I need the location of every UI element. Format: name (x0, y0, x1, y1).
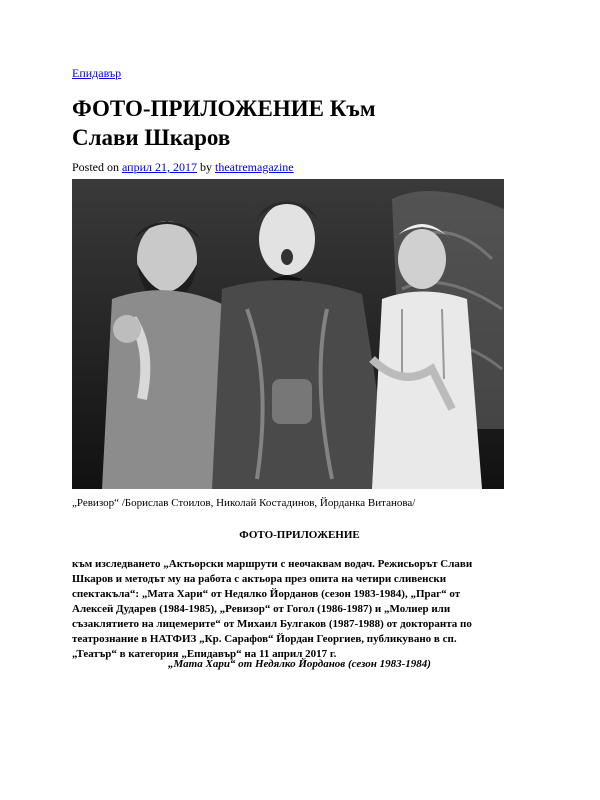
body-line: „Театър“ в категория „Епидавър“ на 11 април 2017 г. (72, 648, 337, 660)
post-date-link[interactable]: април 21, 2017 (122, 160, 198, 174)
photo-illustration (72, 179, 504, 489)
posted-by: by (200, 160, 213, 174)
body-line: Шкаров и методът му на работа с актьора през опита на четири сливенски (72, 573, 447, 585)
photo-caption: „Ревизор“ /Борислав Стоилов, Николай Костадинов, Йорданка Витанова/ (72, 497, 416, 509)
title-line-2: Слави Шкаров (72, 125, 231, 150)
body-line: спектакъла“: „Мата Хари“ от Недялко Йорданов (сезон 1983-1984), „Праг“ от (72, 588, 461, 600)
body-line: театрознание в НАТФИЗ „Кр. Сарафов“ Йордан Георгиев, публикувано в сп. (72, 633, 457, 645)
body-paragraph (72, 557, 530, 662)
article-title (72, 94, 532, 152)
section-subheading: „Мата Хари“ от Недялко Йорданов (сезон 1983-1984) (168, 658, 431, 670)
title-line-1: ФОТО-ПРИЛОЖЕНИЕ Към (72, 96, 376, 121)
author-link[interactable]: theatremagazine (215, 160, 294, 174)
category-link[interactable]: Епидавър (72, 66, 122, 80)
posted-prefix: Posted on (72, 160, 120, 174)
article-photo (72, 179, 504, 489)
section-title: ФОТО-ПРИЛОЖЕНИЕ (239, 529, 360, 541)
body-line: Алексей Дударев (1984-1985), „Ревизор“ от Гогол (1986-1987) и „Молиер или (72, 603, 451, 615)
post-meta (72, 160, 294, 175)
body-line: съзаклятието на лицемерите“ от Михаил Булгаков (1987-1988) от докторанта по (72, 618, 472, 630)
body-line: към изследването „Актьорски маршрути с неочаквам водач. Режисьорът Слави (72, 558, 473, 570)
